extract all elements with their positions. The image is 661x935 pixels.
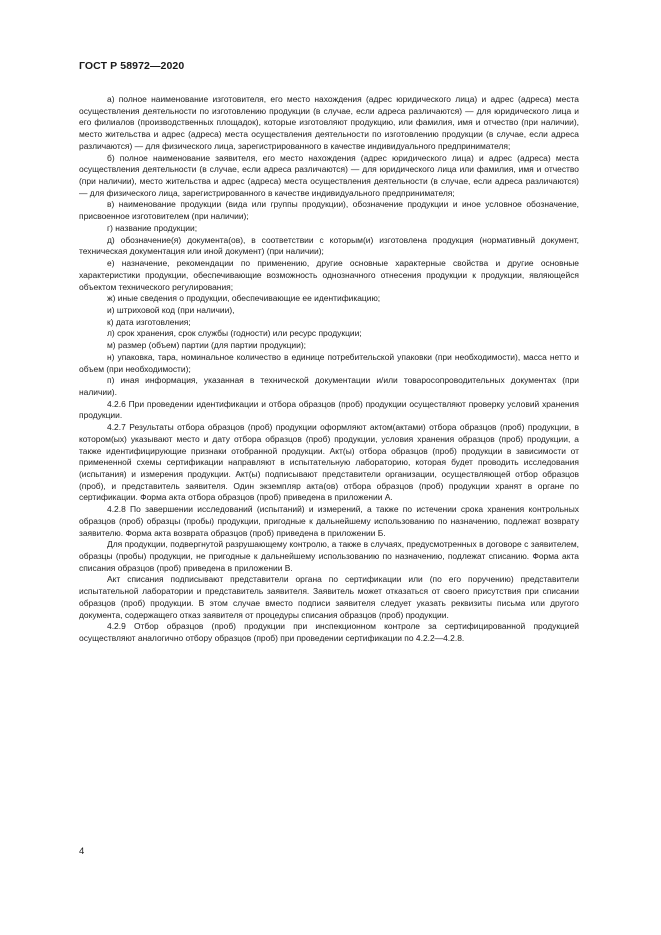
list-item-zh: ж) иные сведения о продукции, обеспечивающие ее идентификацию; xyxy=(107,293,381,304)
list-item-v: в) наименование продукции (вида или группы продукции), обозначение продукции и иное условное обозначение, присвоенное изготовителем (при наличии); xyxy=(79,199,579,222)
clause-4-2-8-destructive: Для продукции, подвергнутой разрушающему контролю, а также в случаях, предусмотренных в договоре с заявителем, образцы (пробы) продукции, не пригодные к дальнейшему использованию по назначению, подлежат списанию. Форма акта списания образцов (проб) приведена в приложении В. xyxy=(79,539,579,573)
list-item-n: н) упаковка, тара, номинальное количество в единице потребительской упаковки (при необходимости), масса нетто и объем (при необходимости); xyxy=(79,351,579,374)
clause-4-2-7: 4.2.7 Результаты отбора образцов (проб) продукции оформляют актом(актами) отбора образцов (проб) продукции, в котором(ых) указывают место и дату отбора образцов (проб) продукции, условия хранения образцов (проб) продукции, а также идентифицирующие признаки отобранной продукции. Акт(ы) отбора образцов (проб) продукции в зависимости от примененной схемы сертификации направляют в испытательную лабораторию, которая будет проводить исследования (испытания) и измерения продукции. Акт(ы) подписывают представители организации, осуществляющей отбор образцов (проб), и представитель заявителя. Один экземпляр акта(ов) отбора образцов (проб) продукции хранят в органе по сертификации. Форма акта отбора образцов (проб) приведена в приложении А. xyxy=(79,422,579,503)
clause-4-2-8-write-off-act: Акт списания подписывают представители органа по сертификации или (по его поручению) представители испытательной лаборатории и представитель заявителя. Заявитель может отказаться от своего присутствия при списании образцов (проб) продукции. В этом случае вместо подписи заявителя следует указать реквизиты письма или другого документа, содержащего отказ заявителя от процедуры списания образцов (проб) продукции. xyxy=(79,574,579,620)
clause-4-2-9: 4.2.9 Отбор образцов (проб) продукции при инспекционном контроле за сертифицированной продукцией осуществляют аналогично отбору образцов (проб) при проведении сертификации по 4.2.2—4.2.8. xyxy=(79,621,579,644)
document-body xyxy=(79,94,579,645)
list-item-i: и) штриховой код (при наличии), xyxy=(107,304,235,315)
list-item-a: а) полное наименование изготовителя, его место нахождения (адрес юридического лица) и адрес (адреса) места осуществления деятельности по изготовлению продукции (в случае, если адреса различаются) — для юридического лица и его филиалов (производственных площадок), которые изготовляют продукцию, или фамилия, имя и отчество (при наличии), место жительства и адрес (адреса) места осуществления деятельности по изготовлению продукции (в случае, если адреса различаются) — для физического лица, зарегистрированного в качестве индивидуального предпринимателя; xyxy=(79,94,579,151)
list-item-e: е) назначение, рекомендации по применению, другие основные характерные свойства и другие основные характеристики продукции, обеспечивающие возможность однозначного отнесения продукции к продукции, являющейся объектом технического регулирования; xyxy=(79,258,579,292)
list-item-m: м) размер (объем) партии (для партии продукции); xyxy=(107,340,307,351)
clause-4-2-6: 4.2.6 При проведении идентификации и отбора образцов (проб) продукции осуществляют проверку условий хранения продукции. xyxy=(79,398,579,421)
page-number: 4 xyxy=(79,846,85,857)
clause-4-2-8: 4.2.8 По завершении исследований (испытаний) и измерений, а также по истечении срока хранения контрольных образцов (проб) образцы (пробы) продукции, пригодные к дальнейшему использованию по назначению, подлежат возврату заявителю. Форма акта возврата образцов (проб) приведена в приложении Б. xyxy=(79,504,579,538)
list-item-d: д) обозначение(я) документа(ов), в соответствии с которым(и) изготовлена продукция (нормативный документ, техническая документация или иной документ) (при наличии); xyxy=(79,234,579,257)
list-item-g: г) название продукции; xyxy=(107,222,198,233)
list-item-b: б) полное наименование заявителя, его место нахождения (адрес юридического лица) и адрес (адреса) места осуществления деятельности (в случае, если адреса различаются) — для юридического лица или фамилия, имя и отчество (при наличии), место жительства и адрес (адреса) места осуществления деятельности (в случае, если адреса различаются) — для физического лица, зарегистрированного в качестве индивидуального предпринимателя; xyxy=(79,152,579,198)
list-item-l: л) срок хранения, срок службы (годности) или ресурс продукции; xyxy=(107,328,362,339)
list-item-p: п) иная информация, указанная в технической документации и/или товаросопроводительных документах (при наличии). xyxy=(79,375,579,397)
list-item-k: к) дата изготовления; xyxy=(107,316,191,327)
document-header: ГОСТ Р 58972—2020 xyxy=(79,60,185,72)
